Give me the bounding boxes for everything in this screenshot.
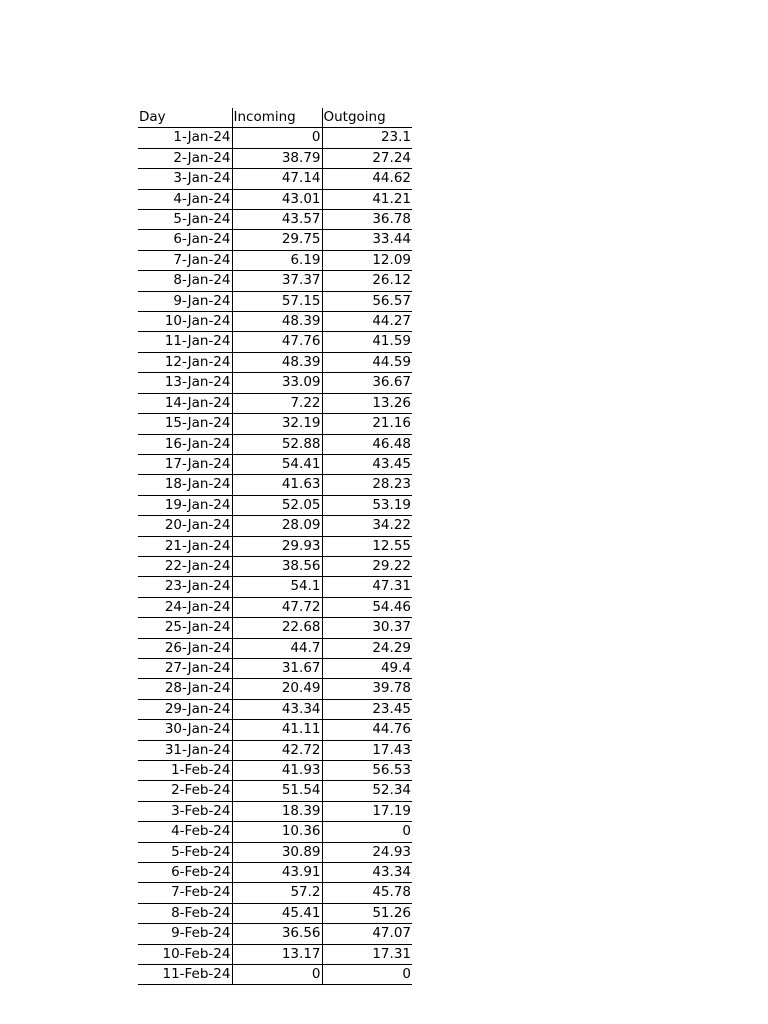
day-cell[interactable]: 11-Feb-24 (138, 965, 232, 985)
incoming-cell[interactable]: 32.19 (232, 414, 322, 434)
incoming-cell[interactable]: 57.2 (232, 883, 322, 903)
incoming-cell[interactable]: 22.68 (232, 618, 322, 638)
table-row (138, 169, 412, 189)
day-cell[interactable]: 16-Jan-24 (138, 434, 232, 454)
incoming-cell[interactable]: 0 (232, 965, 322, 985)
day-cell[interactable]: 25-Jan-24 (138, 618, 232, 638)
day-cell[interactable]: 21-Jan-24 (138, 536, 232, 556)
incoming-cell[interactable]: 37.37 (232, 271, 322, 291)
outgoing-cell[interactable]: 44.27 (322, 312, 412, 332)
outgoing-cell[interactable]: 27.24 (322, 148, 412, 168)
incoming-cell[interactable]: 29.93 (232, 536, 322, 556)
table-row (138, 801, 412, 821)
header-row (138, 108, 412, 128)
day-cell[interactable]: 13-Jan-24 (138, 373, 232, 393)
table-header (138, 108, 412, 128)
table-row (138, 863, 412, 883)
outgoing-cell[interactable]: 47.07 (322, 924, 412, 944)
outgoing-cell[interactable]: 17.19 (322, 801, 412, 821)
day-cell[interactable]: 2-Feb-24 (138, 781, 232, 801)
column-header-outgoing[interactable]: Outgoing (322, 108, 412, 128)
table-row (138, 679, 412, 699)
day-cell[interactable]: 23-Jan-24 (138, 577, 232, 597)
table-row (138, 250, 412, 270)
outgoing-cell[interactable]: 54.46 (322, 597, 412, 617)
table-row (138, 944, 412, 964)
table-row (138, 720, 412, 740)
outgoing-cell[interactable]: 17.43 (322, 740, 412, 760)
day-cell[interactable]: 14-Jan-24 (138, 393, 232, 413)
outgoing-cell[interactable]: 43.34 (322, 863, 412, 883)
day-cell[interactable]: 22-Jan-24 (138, 556, 232, 576)
day-cell[interactable]: 15-Jan-24 (138, 414, 232, 434)
incoming-cell[interactable]: 38.79 (232, 148, 322, 168)
table-row (138, 475, 412, 495)
data-table (138, 108, 412, 985)
table-row (138, 393, 412, 413)
day-cell[interactable]: 19-Jan-24 (138, 495, 232, 515)
outgoing-cell[interactable]: 13.26 (322, 393, 412, 413)
outgoing-cell[interactable]: 46.48 (322, 434, 412, 454)
day-cell[interactable]: 10-Feb-24 (138, 944, 232, 964)
outgoing-cell[interactable]: 24.93 (322, 842, 412, 862)
outgoing-cell[interactable]: 41.59 (322, 332, 412, 352)
outgoing-cell[interactable]: 0 (322, 822, 412, 842)
day-cell[interactable]: 3-Jan-24 (138, 169, 232, 189)
table-row (138, 658, 412, 678)
day-cell[interactable]: 2-Jan-24 (138, 148, 232, 168)
incoming-cell[interactable]: 43.57 (232, 210, 322, 230)
incoming-cell[interactable]: 44.7 (232, 638, 322, 658)
table-row (138, 903, 412, 923)
day-cell[interactable]: 29-Jan-24 (138, 699, 232, 719)
outgoing-cell[interactable]: 17.31 (322, 944, 412, 964)
day-cell[interactable]: 10-Jan-24 (138, 312, 232, 332)
outgoing-cell[interactable]: 23.1 (322, 128, 412, 148)
table-row (138, 883, 412, 903)
outgoing-cell[interactable]: 26.12 (322, 271, 412, 291)
table-row (138, 597, 412, 617)
outgoing-cell[interactable]: 56.57 (322, 291, 412, 311)
day-cell[interactable]: 1-Feb-24 (138, 761, 232, 781)
day-cell[interactable]: 12-Jan-24 (138, 352, 232, 372)
incoming-cell[interactable]: 45.41 (232, 903, 322, 923)
day-cell[interactable]: 9-Feb-24 (138, 924, 232, 944)
day-cell[interactable]: 8-Feb-24 (138, 903, 232, 923)
outgoing-cell[interactable]: 51.26 (322, 903, 412, 923)
table-row (138, 352, 412, 372)
day-cell[interactable]: 6-Feb-24 (138, 863, 232, 883)
day-cell[interactable]: 3-Feb-24 (138, 801, 232, 821)
incoming-cell[interactable]: 0 (232, 128, 322, 148)
day-cell[interactable]: 9-Jan-24 (138, 291, 232, 311)
table-row (138, 577, 412, 597)
incoming-cell[interactable]: 33.09 (232, 373, 322, 393)
outgoing-cell[interactable]: 43.45 (322, 454, 412, 474)
incoming-cell[interactable]: 13.17 (232, 944, 322, 964)
outgoing-cell[interactable]: 23.45 (322, 699, 412, 719)
day-cell[interactable]: 6-Jan-24 (138, 230, 232, 250)
incoming-cell[interactable]: 29.75 (232, 230, 322, 250)
outgoing-cell[interactable]: 44.62 (322, 169, 412, 189)
table-row (138, 822, 412, 842)
incoming-cell[interactable]: 20.49 (232, 679, 322, 699)
incoming-cell[interactable]: 57.15 (232, 291, 322, 311)
table-row (138, 454, 412, 474)
table-row (138, 373, 412, 393)
column-header-day[interactable]: Day (138, 108, 232, 128)
day-cell[interactable]: 26-Jan-24 (138, 638, 232, 658)
day-cell[interactable]: 24-Jan-24 (138, 597, 232, 617)
incoming-cell[interactable]: 47.76 (232, 332, 322, 352)
table-row (138, 516, 412, 536)
table-row (138, 291, 412, 311)
table-row (138, 332, 412, 352)
table-row (138, 761, 412, 781)
incoming-cell[interactable]: 47.72 (232, 597, 322, 617)
outgoing-cell[interactable]: 12.09 (322, 250, 412, 270)
day-cell[interactable]: 5-Feb-24 (138, 842, 232, 862)
incoming-cell[interactable]: 10.36 (232, 822, 322, 842)
outgoing-cell[interactable]: 30.37 (322, 618, 412, 638)
outgoing-cell[interactable]: 56.53 (322, 761, 412, 781)
day-cell[interactable]: 7-Feb-24 (138, 883, 232, 903)
incoming-cell[interactable]: 41.93 (232, 761, 322, 781)
day-cell[interactable]: 20-Jan-24 (138, 516, 232, 536)
day-cell[interactable]: 4-Feb-24 (138, 822, 232, 842)
incoming-cell[interactable]: 43.91 (232, 863, 322, 883)
table-row (138, 536, 412, 556)
day-cell[interactable]: 31-Jan-24 (138, 740, 232, 760)
incoming-cell[interactable]: 38.56 (232, 556, 322, 576)
table-row (138, 148, 412, 168)
day-cell[interactable]: 17-Jan-24 (138, 454, 232, 474)
day-cell[interactable]: 11-Jan-24 (138, 332, 232, 352)
table-row (138, 699, 412, 719)
table-row (138, 495, 412, 515)
day-cell[interactable]: 5-Jan-24 (138, 210, 232, 230)
outgoing-cell[interactable]: 0 (322, 965, 412, 985)
incoming-cell[interactable]: 36.56 (232, 924, 322, 944)
day-cell[interactable]: 18-Jan-24 (138, 475, 232, 495)
incoming-cell[interactable]: 52.05 (232, 495, 322, 515)
outgoing-cell[interactable]: 44.59 (322, 352, 412, 372)
table-row (138, 556, 412, 576)
table-row (138, 842, 412, 862)
incoming-cell[interactable]: 51.54 (232, 781, 322, 801)
incoming-cell[interactable]: 43.01 (232, 189, 322, 209)
table-row (138, 271, 412, 291)
table-body (138, 128, 412, 985)
outgoing-cell[interactable]: 45.78 (322, 883, 412, 903)
incoming-cell[interactable]: 48.39 (232, 312, 322, 332)
table-row (138, 924, 412, 944)
incoming-cell[interactable]: 42.72 (232, 740, 322, 760)
outgoing-cell[interactable]: 24.29 (322, 638, 412, 658)
outgoing-cell[interactable]: 53.19 (322, 495, 412, 515)
incoming-cell[interactable]: 47.14 (232, 169, 322, 189)
incoming-cell[interactable]: 30.89 (232, 842, 322, 862)
day-cell[interactable]: 28-Jan-24 (138, 679, 232, 699)
table-row (138, 312, 412, 332)
table-row (138, 414, 412, 434)
incoming-cell[interactable]: 54.1 (232, 577, 322, 597)
table-row (138, 230, 412, 250)
outgoing-cell[interactable]: 36.67 (322, 373, 412, 393)
table-row (138, 128, 412, 148)
incoming-cell[interactable]: 43.34 (232, 699, 322, 719)
table-row (138, 740, 412, 760)
day-cell[interactable]: 8-Jan-24 (138, 271, 232, 291)
incoming-cell[interactable]: 48.39 (232, 352, 322, 372)
table-row (138, 638, 412, 658)
incoming-cell[interactable]: 6.19 (232, 250, 322, 270)
outgoing-cell[interactable]: 41.21 (322, 189, 412, 209)
outgoing-cell[interactable]: 33.44 (322, 230, 412, 250)
table-row (138, 781, 412, 801)
day-cell[interactable]: 27-Jan-24 (138, 658, 232, 678)
table-row (138, 965, 412, 985)
outgoing-cell[interactable]: 44.76 (322, 720, 412, 740)
incoming-cell[interactable]: 31.67 (232, 658, 322, 678)
outgoing-cell[interactable]: 52.34 (322, 781, 412, 801)
day-cell[interactable]: 7-Jan-24 (138, 250, 232, 270)
incoming-cell[interactable]: 52.88 (232, 434, 322, 454)
incoming-cell[interactable]: 7.22 (232, 393, 322, 413)
outgoing-cell[interactable]: 21.16 (322, 414, 412, 434)
outgoing-cell[interactable]: 34.22 (322, 516, 412, 536)
day-cell[interactable]: 1-Jan-24 (138, 128, 232, 148)
outgoing-cell[interactable]: 36.78 (322, 210, 412, 230)
incoming-cell[interactable]: 28.09 (232, 516, 322, 536)
column-header-incoming[interactable]: Incoming (232, 108, 322, 128)
table-row (138, 618, 412, 638)
incoming-cell[interactable]: 41.63 (232, 475, 322, 495)
table-row (138, 434, 412, 454)
incoming-cell[interactable]: 54.41 (232, 454, 322, 474)
outgoing-cell[interactable]: 29.22 (322, 556, 412, 576)
outgoing-cell[interactable]: 39.78 (322, 679, 412, 699)
incoming-cell[interactable]: 41.11 (232, 720, 322, 740)
table-row (138, 189, 412, 209)
outgoing-cell[interactable]: 47.31 (322, 577, 412, 597)
day-cell[interactable]: 4-Jan-24 (138, 189, 232, 209)
outgoing-cell[interactable]: 12.55 (322, 536, 412, 556)
day-cell[interactable]: 30-Jan-24 (138, 720, 232, 740)
incoming-cell[interactable]: 18.39 (232, 801, 322, 821)
outgoing-cell[interactable]: 49.4 (322, 658, 412, 678)
table-row (138, 210, 412, 230)
outgoing-cell[interactable]: 28.23 (322, 475, 412, 495)
